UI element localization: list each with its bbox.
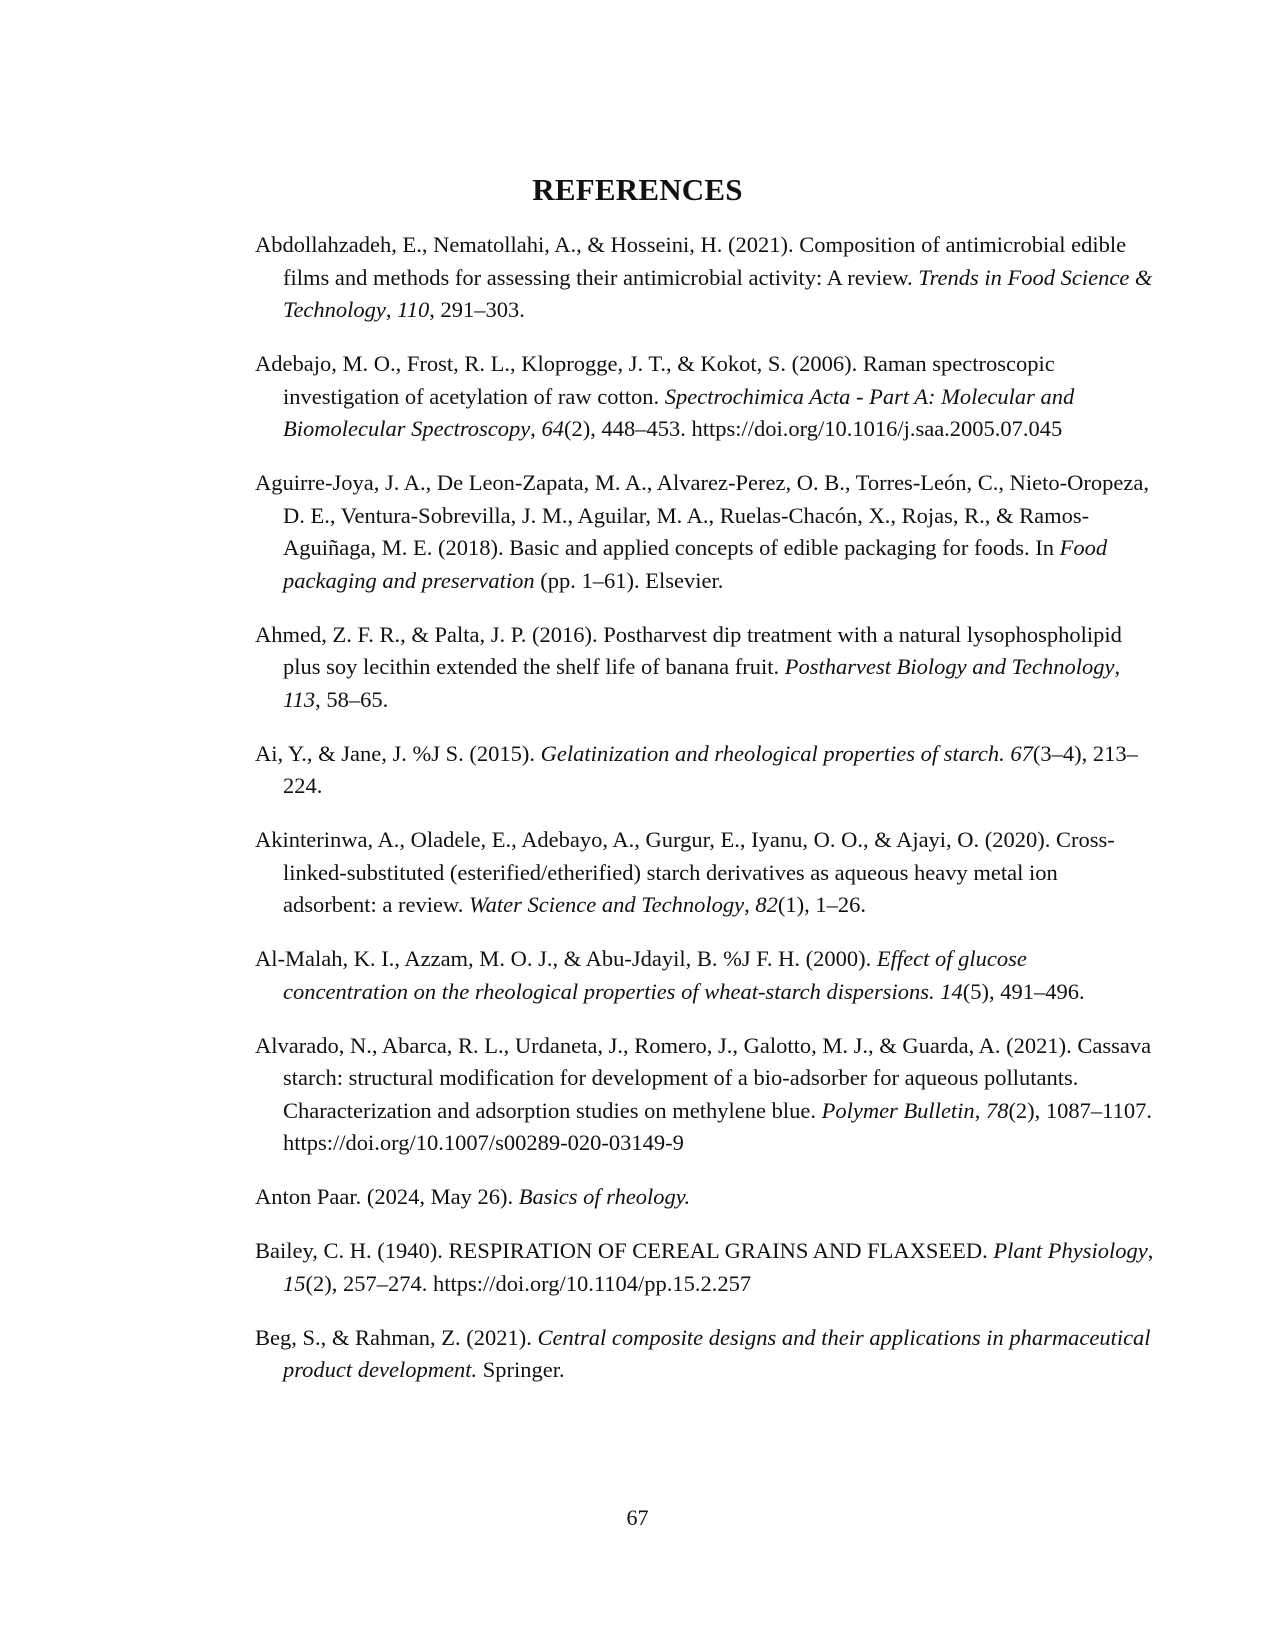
reference-text: Springer. bbox=[477, 1357, 565, 1382]
reference-text: Beg, S., & Rahman, Z. (2021). bbox=[255, 1324, 538, 1350]
reference-text: Ai, Y., & Jane, J. %J S. (2015). bbox=[255, 740, 541, 766]
reference-text: Al-Malah, K. I., Azzam, M. O. J., & Abu-Jdayil, B. %J F. H. (2000). bbox=[255, 946, 877, 971]
reference-source-title: Plant Physiology bbox=[993, 1238, 1148, 1263]
reference-entry bbox=[255, 229, 1157, 327]
reference-volume: 110 bbox=[397, 297, 430, 322]
reference-text: Akinterinwa, A., Oladele, E., Adebayo, A., Gurgur, E., Iyanu, O. O., & Ajayi, O. (2020). Cross-linked-substituted (esterified/etherified) starch derivatives as aqueous heavy metal ion adsorbent: a review. bbox=[255, 827, 1115, 917]
reference-text: Bailey, C. H. (1940). RESPIRATION OF CEREAL GRAINS AND FLAXSEED. bbox=[255, 1238, 994, 1263]
reference-source-title: Water Science and Technology bbox=[468, 892, 745, 917]
reference-text: Ahmed, Z. F. R., & Palta, J. P. (2016). Postharvest dip treatment with a natural lysophospholipid plus soy lecithin extended the shelf life of banana fruit. bbox=[255, 621, 1122, 679]
reference-text: , bbox=[974, 1097, 986, 1123]
reference-source-title: Spectrochimica Acta - Part A: Molecular and Biomolecular Spectroscopy bbox=[283, 383, 1075, 441]
reference-text: , bbox=[1114, 654, 1121, 679]
reference-text: Alvarado, N., Abarca, R. L., Urdaneta, J., Romero, J., Galotto, M. J., & Guarda, A. (2021). Cassava starch: structural modification for development of a bio-adsorber for aqueous pollutants. Characterization and adsorption studies on methylene blue. bbox=[255, 1032, 1152, 1123]
reference-text: (1), 1–26. bbox=[777, 892, 866, 917]
reference-source-title: Gelatinization and rheological properties of starch. 67 bbox=[540, 740, 1033, 766]
reference-volume: 15 bbox=[283, 1270, 306, 1296]
reference-text: Adebajo, M. O., Frost, R. L., Kloprogge, J. T., & Kokot, S. (2006). Raman spectroscopic investigation of acetylation of raw cotton. bbox=[255, 351, 1055, 409]
reference-source-title: Food packaging and preservation bbox=[283, 535, 1108, 593]
reference-text: , 58–65. bbox=[315, 686, 389, 712]
reference-entry bbox=[255, 467, 1157, 597]
page-number: 67 bbox=[626, 1505, 649, 1530]
reference-text: (3–4), 213–224. bbox=[283, 740, 1138, 798]
reference-text: , 291–303. bbox=[429, 297, 525, 322]
reference-volume: 64 bbox=[541, 416, 564, 441]
reference-entry bbox=[255, 1322, 1157, 1387]
reference-text: (2), 448–453. https://doi.org/10.1016/j.saa.2005.07.045 bbox=[563, 416, 1063, 441]
reference-entry bbox=[255, 1030, 1157, 1160]
reference-text: Abdollahzadeh, E., Nematollahi, A., & Hosseini, H. (2021). Composition of antimicrobial edible films and methods for assessing their antimicrobial activity: A review. bbox=[255, 232, 1127, 290]
reference-source-title: Central composite designs and their applications in pharmaceutical product development. bbox=[283, 1324, 1151, 1382]
reference-text: , bbox=[530, 416, 542, 441]
reference-source-title: Polymer Bulletin bbox=[821, 1097, 975, 1123]
reference-text: , bbox=[1147, 1238, 1154, 1263]
reference-text: Aguirre-Joya, J. A., De Leon-Zapata, M. A., Alvarez-Perez, O. B., Torres-León, C., Nieto-Oropeza, D. E., Ventura-Sobrevilla, J. M., Aguilar, M. A., Ruelas-Chacón, X., Rojas, R., & Ramos-Aguiñaga, M. E. (2018). Basic and applied concepts of edible packaging for foods. In bbox=[255, 470, 1149, 560]
reference-volume: 113 bbox=[283, 686, 316, 712]
reference-source-title: Trends in Food Science & Technology bbox=[283, 264, 1153, 322]
reference-text: , bbox=[385, 297, 398, 322]
reference-entry bbox=[255, 824, 1157, 922]
reference-text: (pp. 1–61). Elsevier. bbox=[534, 567, 724, 593]
reference-volume: 82 bbox=[755, 892, 778, 917]
reference-text: (2), 1087–1107. https://doi.org/10.1007/s00289-020-03149-9 bbox=[283, 1097, 1152, 1155]
reference-source-title: Effect of glucose concentration on the rheological properties of wheat-starch dispersions. 14 bbox=[283, 946, 1027, 1004]
reference-entry bbox=[255, 619, 1157, 717]
reference-entry bbox=[255, 738, 1157, 803]
reference-entry bbox=[255, 1181, 1157, 1214]
reference-volume: 78 bbox=[985, 1097, 1009, 1123]
page-title: REFERENCES bbox=[532, 172, 743, 207]
reference-entry bbox=[255, 943, 1157, 1008]
reference-text: (5), 491–496. bbox=[962, 978, 1085, 1004]
reference-source-title: Postharvest Biology and Technology bbox=[784, 654, 1115, 679]
reference-text: Anton Paar. (2024, May 26). bbox=[255, 1184, 519, 1209]
reference-text: , bbox=[744, 892, 756, 917]
reference-source-title: Basics of rheology. bbox=[518, 1184, 691, 1209]
reference-text: (2), 257–274. https://doi.org/10.1104/pp.15.2.257 bbox=[305, 1270, 752, 1296]
reference-entry bbox=[255, 1235, 1157, 1300]
reference-list bbox=[255, 229, 1157, 1408]
reference-entry bbox=[255, 348, 1157, 446]
